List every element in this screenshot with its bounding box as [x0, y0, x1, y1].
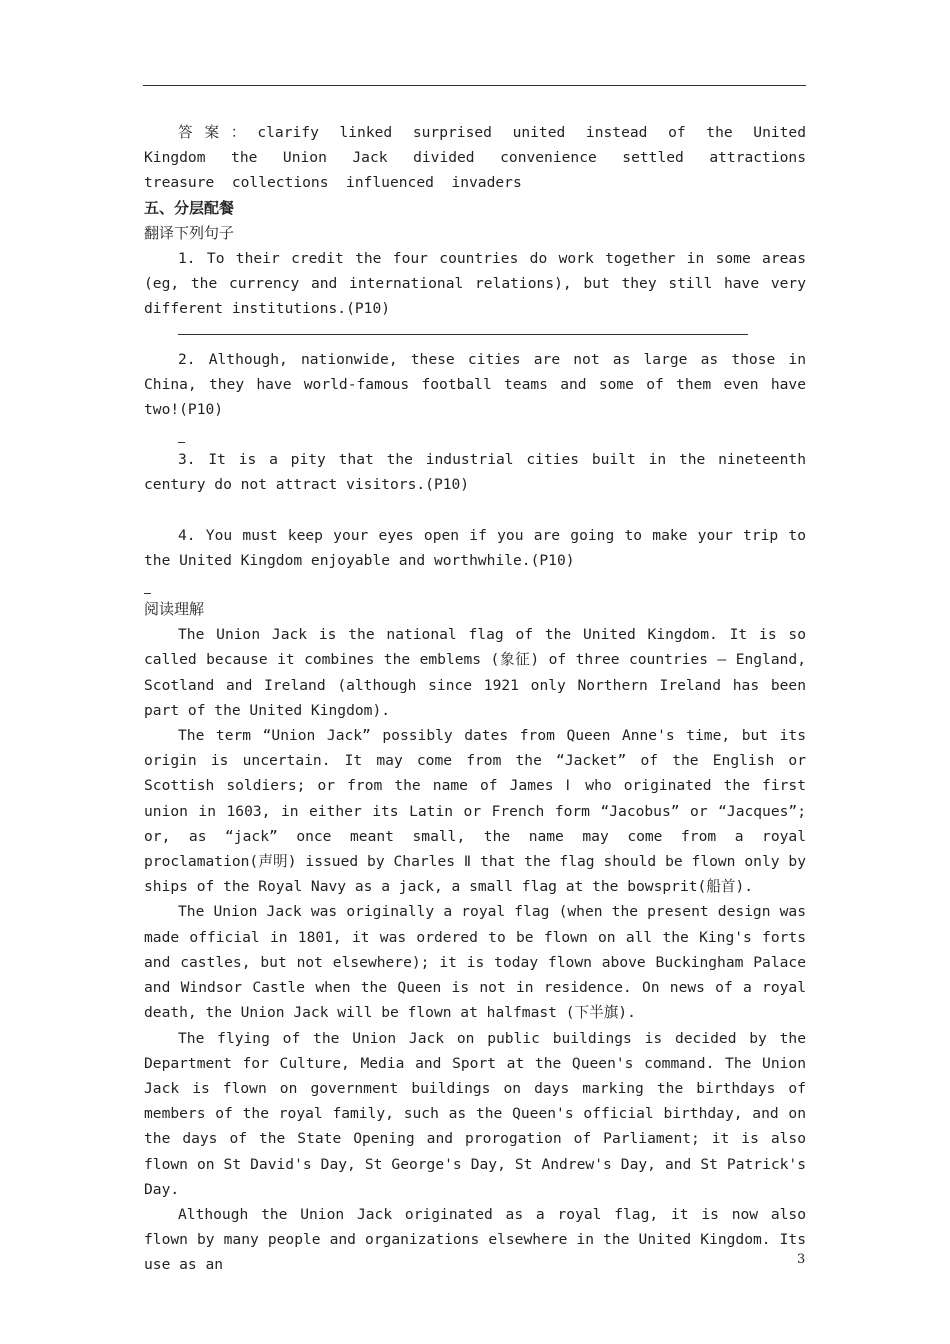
reading-paragraph-2: The term “Union Jack” possibly dates from Queen Anne's time, but its origin is uncertain. It may come from the “Jacket” of the English or Scottish soldiers; or from the name of James Ⅰ who originated the first union in 1603, in either its Latin or French form “Jacobus” or “Jacques”; or, as “jack” once meant small, the name may come from a royal proclamation(声明) issued by Charles Ⅱ that the flag should be flown only by ships of the Royal Navy as a jack, a small flag at the bowsprit(船首). [144, 727, 806, 896]
translate-heading: 翻译下列句子 [144, 223, 235, 242]
reading-paragraph-1: The Union Jack is the national flag of the United Kingdom. It is so called because it combines the emblems (象征) of three countries — England, Scotland and Ireland (although since 1921 only Northern Ireland has been part of the United Kingdom). [144, 626, 806, 719]
page-content [144, 120, 806, 1278]
sentence-4: 4. You must keep your eyes open if you are going to make your trip to the United Kingdom enjoyable and worthwhile.(P10) [144, 526, 806, 569]
answer-line-1: 答案：clarify linked surprised united instead of the United [178, 124, 806, 141]
reading-heading: 阅读理解 [144, 600, 205, 619]
top-rule [143, 85, 806, 86]
answer-line-2: Kingdom the Union Jack divided convenience settled attractions [144, 149, 806, 167]
reading-paragraph-3: The Union Jack was originally a royal flag (when the present design was made official in 1801, it was ordered to be flown on all the King's forts and castles, but not elsewhere); it is today flown above Buckingham Palace and Windsor Castle when the Queen is not in residence. On news of a royal death, the Union Jack will be flown at halfmast (下半旗). [144, 903, 806, 1022]
answer-line-3: treasure collections influenced invaders [144, 174, 522, 192]
sentence-2: 2. Although, nationwide, these cities are not as large as those in China, they have world-famous football teams and some of them even have two!(P10) [144, 350, 806, 419]
page-number: 3 [797, 1252, 806, 1267]
answer-blank-3 [144, 498, 806, 523]
reading-paragraph-4: The flying of the Union Jack on public buildings is decided by the Department for Culture, Media and Sport at the Queen's command. The Union Jack is flown on government buildings on days marking the birthdays of members of the royal family, such as the Queen's official birthday, and on the days of the State Opening and prorogation of Parliament; it is also flown on St David's Day, St George's Day, St Andrew's Day, and St Patrick's Day. [144, 1029, 806, 1198]
answer-blank-2 [178, 442, 185, 443]
section-heading: 五、分层配餐 [144, 198, 235, 217]
sentence-1: 1. To their credit the four countries do work together in some areas (eg, the currency and international relations), but they still have very different institutions.(P10) [144, 250, 806, 318]
answer-blank-4 [144, 593, 151, 594]
reading-paragraph-5: Although the Union Jack originated as a royal flag, it is now also flown by many people and organizations elsewhere in the United Kingdom. Its use as an [144, 1205, 806, 1274]
sentence-3: 3. It is a pity that the industrial cities built in the nineteenth century do not attract visitors.(P10) [144, 451, 806, 494]
answer-blank-1 [178, 334, 748, 335]
